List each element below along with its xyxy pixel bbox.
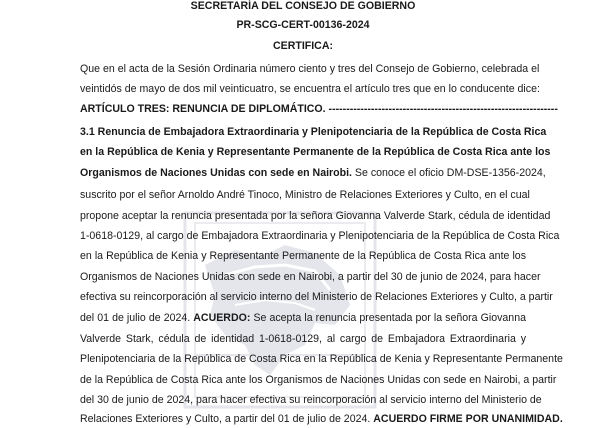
paragraph-line-7-end: Se acepta la renuncia presentada por la señora Giovanna [250,312,526,324]
paragraph-line-7-start: del 01 de julio de 2024. [80,312,194,324]
intro-line-2: veintidós de mayo de dos mil veinticuatro, se encuentra el artículo tres que en lo conducente dice: [80,83,540,95]
paragraph-line-6: efectiva su reincorporación al servicio interno del Ministerio de Relaciones Exteriores y Culto, a partir [80,291,553,303]
article-title: ARTÍCULO TRES: RENUNCIA DE DIPLOMÁTICO. ----------------------------------------------------------------- [80,103,558,115]
paragraph-line-10: de la República de Costa Rica ante los Organismos de Naciones Unidas con sede en Nairobi, a partir [80,374,557,386]
section-title-line-3 [80,164,546,182]
final-agreement-label: ACUERDO FIRME POR UNANIMIDAD. [373,413,563,425]
paragraph-line-11: del 30 de junio de 2024, para hacer efectiva su reincorporación al servicio interno del Ministerio de [80,394,542,406]
section-title-line-2: en la República de Kenia y Representante Permanente de la República de Costa Rica ante los [80,146,551,158]
paragraph-line-12 [80,410,563,428]
section-text-start: Se conoce el oficio DM-DSE-1356-2024, [351,167,546,179]
section-title-end: Organismos de Naciones Unidas con sede en Nairobi. [80,167,352,179]
paragraph-line-4: en la República de Kenia y Representante Permanente de la República de Costa Rica ante los [80,250,526,262]
certificate-code: PR-SCG-CERT-00136-2024 [236,19,370,31]
paragraph-line-1: suscrito por el señor Arnoldo André Tinoco, Ministro de Relaciones Exteriores y Culto, en el cual [80,189,530,201]
office-heading: SECRETARÍA DEL CONSEJO DE GOBIERNO [190,0,416,12]
paragraph-line-8: Valverde Stark, cédula de identidad 1-0618-0129, al cargo de Embajadora Extraordinaria y [80,333,526,345]
section-title-line-1: 3.1 Renuncia de Embajadora Extraordinaria y Plenipotenciaria de la República de Costa Rica [80,126,547,138]
intro-line-1: Que en el acta de la Sesión Ordinaria número ciento y tres del Consejo de Gobierno, celebrada el [80,63,540,75]
paragraph-line-12-start: Relaciones Exteriores y Culto, a partir del 01 de julio de 2024. [80,413,374,425]
paragraph-line-5: Organismos de Naciones Unidas con sede en Nairobi, a partir del 30 de junio de 2024, para hacer [80,271,541,283]
agreement-label: ACUERDO: [193,312,251,324]
certifies-heading: CERTIFICA: [272,40,334,52]
paragraph-line-3: 1-0618-0129, al cargo de Embajadora Extraordinaria y Plenipotenciaria de la República de Costa Rica [80,230,560,242]
paragraph-line-2: propone aceptar la renuncia presentada por la señora Giovanna Valverde Stark, cédula de identidad [80,210,551,222]
paragraph-line-7 [80,309,526,327]
paragraph-line-9: Plenipotenciaria de la República de Costa Rica en la República de Kenia y Representante Permanente [80,353,563,365]
